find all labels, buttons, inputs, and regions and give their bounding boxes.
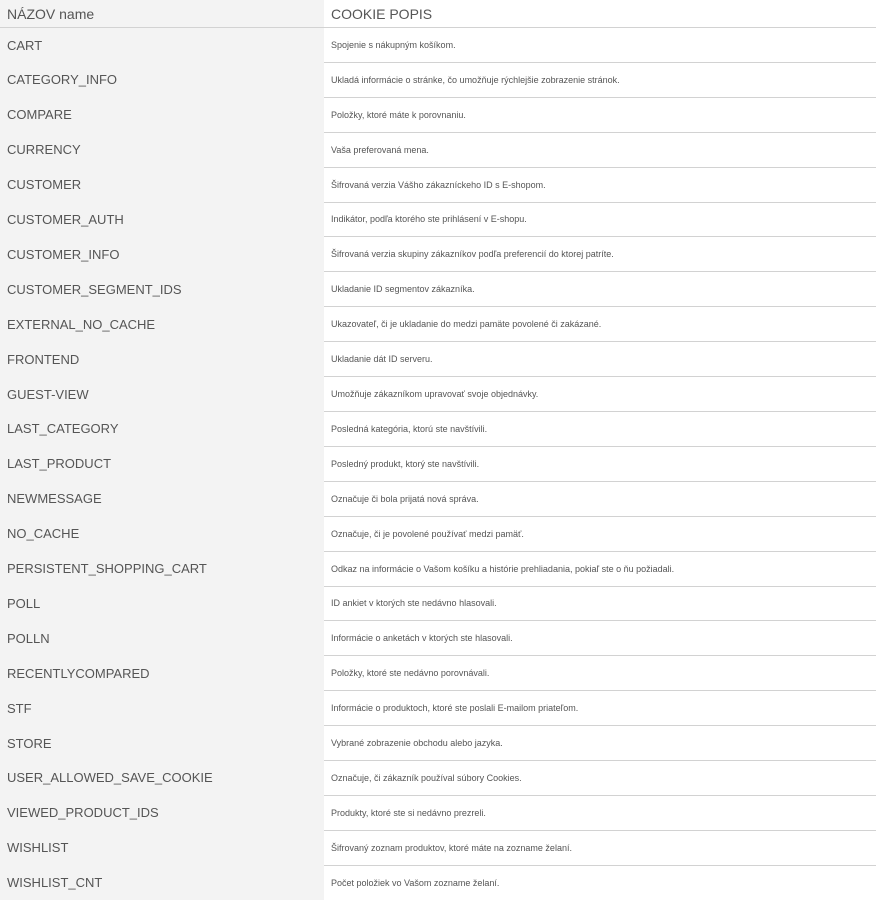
cookie-description-cell: Spojenie s nákupným košíkom. — [324, 28, 876, 63]
table-row — [0, 97, 876, 132]
cookie-description-cell: Odkaz na informácie o Vašom košíku a histórie prehliadania, pokiaľ ste o ňu požiadali. — [324, 551, 876, 586]
table-row — [0, 691, 876, 726]
cookie-description-cell: Položky, ktoré ste nedávno porovnávali. — [324, 656, 876, 691]
cookie-name-cell: LAST_PRODUCT — [0, 446, 324, 481]
table-row — [0, 28, 876, 63]
table-row — [0, 516, 876, 551]
cookie-description-cell: Označuje, či je povolené používať medzi pamäť. — [324, 516, 876, 551]
cookie-name-cell: VIEWED_PRODUCT_IDS — [0, 795, 324, 830]
cookie-description-cell: Umožňuje zákazníkom upravovať svoje objednávky. — [324, 377, 876, 412]
cookie-description-cell: Ukladá informácie o stránke, čo umožňuje rýchlejšie zobrazenie stránok. — [324, 62, 876, 97]
table-row — [0, 761, 876, 796]
cookie-description-cell: Označuje, či zákazník používal súbory Cookies. — [324, 761, 876, 796]
cookie-description-cell: Posledná kategória, ktorú ste navštívili. — [324, 411, 876, 446]
table-row — [0, 62, 876, 97]
table-row — [0, 411, 876, 446]
cookie-name-cell: CART — [0, 28, 324, 63]
cookie-name-cell: LAST_CATEGORY — [0, 411, 324, 446]
cookie-description-cell: ID ankiet v ktorých ste nedávno hlasovali. — [324, 586, 876, 621]
cookie-description-cell: Vaša preferovaná mena. — [324, 132, 876, 167]
cookie-description-cell: Informácie o produktoch, ktoré ste poslali E-mailom priateľom. — [324, 691, 876, 726]
cookie-description-cell: Počet položiek vo Vašom zozname želaní. — [324, 865, 876, 900]
table-row — [0, 586, 876, 621]
table-row — [0, 237, 876, 272]
table-row — [0, 481, 876, 516]
table-row — [0, 830, 876, 865]
cookie-name-cell: COMPARE — [0, 97, 324, 132]
cookie-name-cell: CATEGORY_INFO — [0, 62, 324, 97]
table-header — [0, 0, 876, 28]
cookie-name-cell: POLLN — [0, 621, 324, 656]
cookie-description-cell: Ukladanie dát ID serveru. — [324, 342, 876, 377]
cookie-name-cell: CUSTOMER_AUTH — [0, 202, 324, 237]
cookie-name-cell: WISHLIST_CNT — [0, 865, 324, 900]
cookie-description-cell: Produkty, ktoré ste si nedávno prezreli. — [324, 795, 876, 830]
cookie-description-cell: Položky, ktoré máte k porovnaniu. — [324, 97, 876, 132]
column-header-description: COOKIE POPIS — [324, 0, 876, 28]
cookie-name-cell: USER_ALLOWED_SAVE_COOKIE — [0, 761, 324, 796]
table-body — [0, 28, 876, 900]
table-row — [0, 656, 876, 691]
table-row — [0, 202, 876, 237]
cookie-description-cell: Vybrané zobrazenie obchodu alebo jazyka. — [324, 726, 876, 761]
cookie-description-cell: Šifrovaná verzia Vášho zákazníckeho ID s E-shopom. — [324, 167, 876, 202]
cookie-name-cell: CURRENCY — [0, 132, 324, 167]
cookie-name-cell: GUEST-VIEW — [0, 377, 324, 412]
cookie-description-cell: Ukladanie ID segmentov zákazníka. — [324, 272, 876, 307]
table-row — [0, 551, 876, 586]
cookie-name-cell: CUSTOMER — [0, 167, 324, 202]
cookie-name-cell: WISHLIST — [0, 830, 324, 865]
table-row — [0, 795, 876, 830]
cookie-description-cell: Posledný produkt, ktorý ste navštívili. — [324, 446, 876, 481]
cookie-name-cell: CUSTOMER_INFO — [0, 237, 324, 272]
table-row — [0, 342, 876, 377]
cookie-name-cell: EXTERNAL_NO_CACHE — [0, 307, 324, 342]
cookie-description-cell: Ukazovateľ, či je ukladanie do medzi pamäte povolené či zakázané. — [324, 307, 876, 342]
table-row — [0, 865, 876, 900]
table-row — [0, 132, 876, 167]
column-header-name: NÁZOV name — [0, 0, 324, 28]
cookie-description-cell: Označuje či bola prijatá nová správa. — [324, 481, 876, 516]
cookie-description-cell: Indikátor, podľa ktorého ste prihlásení v E-shopu. — [324, 202, 876, 237]
table-row — [0, 377, 876, 412]
table-row — [0, 272, 876, 307]
cookie-name-cell: FRONTEND — [0, 342, 324, 377]
cookie-name-cell: POLL — [0, 586, 324, 621]
cookie-name-cell: NO_CACHE — [0, 516, 324, 551]
cookie-name-cell: RECENTLYCOMPARED — [0, 656, 324, 691]
table-row — [0, 167, 876, 202]
table-row — [0, 446, 876, 481]
cookie-name-cell: NEWMESSAGE — [0, 481, 324, 516]
cookie-description-cell: Šifrovaný zoznam produktov, ktoré máte na zozname želaní. — [324, 830, 876, 865]
cookie-name-cell: CUSTOMER_SEGMENT_IDS — [0, 272, 324, 307]
cookie-description-cell: Šifrovaná verzia skupiny zákazníkov podľa preferencií do ktorej patríte. — [324, 237, 876, 272]
cookie-name-cell: STORE — [0, 726, 324, 761]
cookie-name-cell: STF — [0, 691, 324, 726]
table-row — [0, 307, 876, 342]
table-row — [0, 621, 876, 656]
header-row — [0, 0, 876, 28]
cookie-name-cell: PERSISTENT_SHOPPING_CART — [0, 551, 324, 586]
table-row — [0, 726, 876, 761]
cookie-description-cell: Informácie o anketách v ktorých ste hlasovali. — [324, 621, 876, 656]
